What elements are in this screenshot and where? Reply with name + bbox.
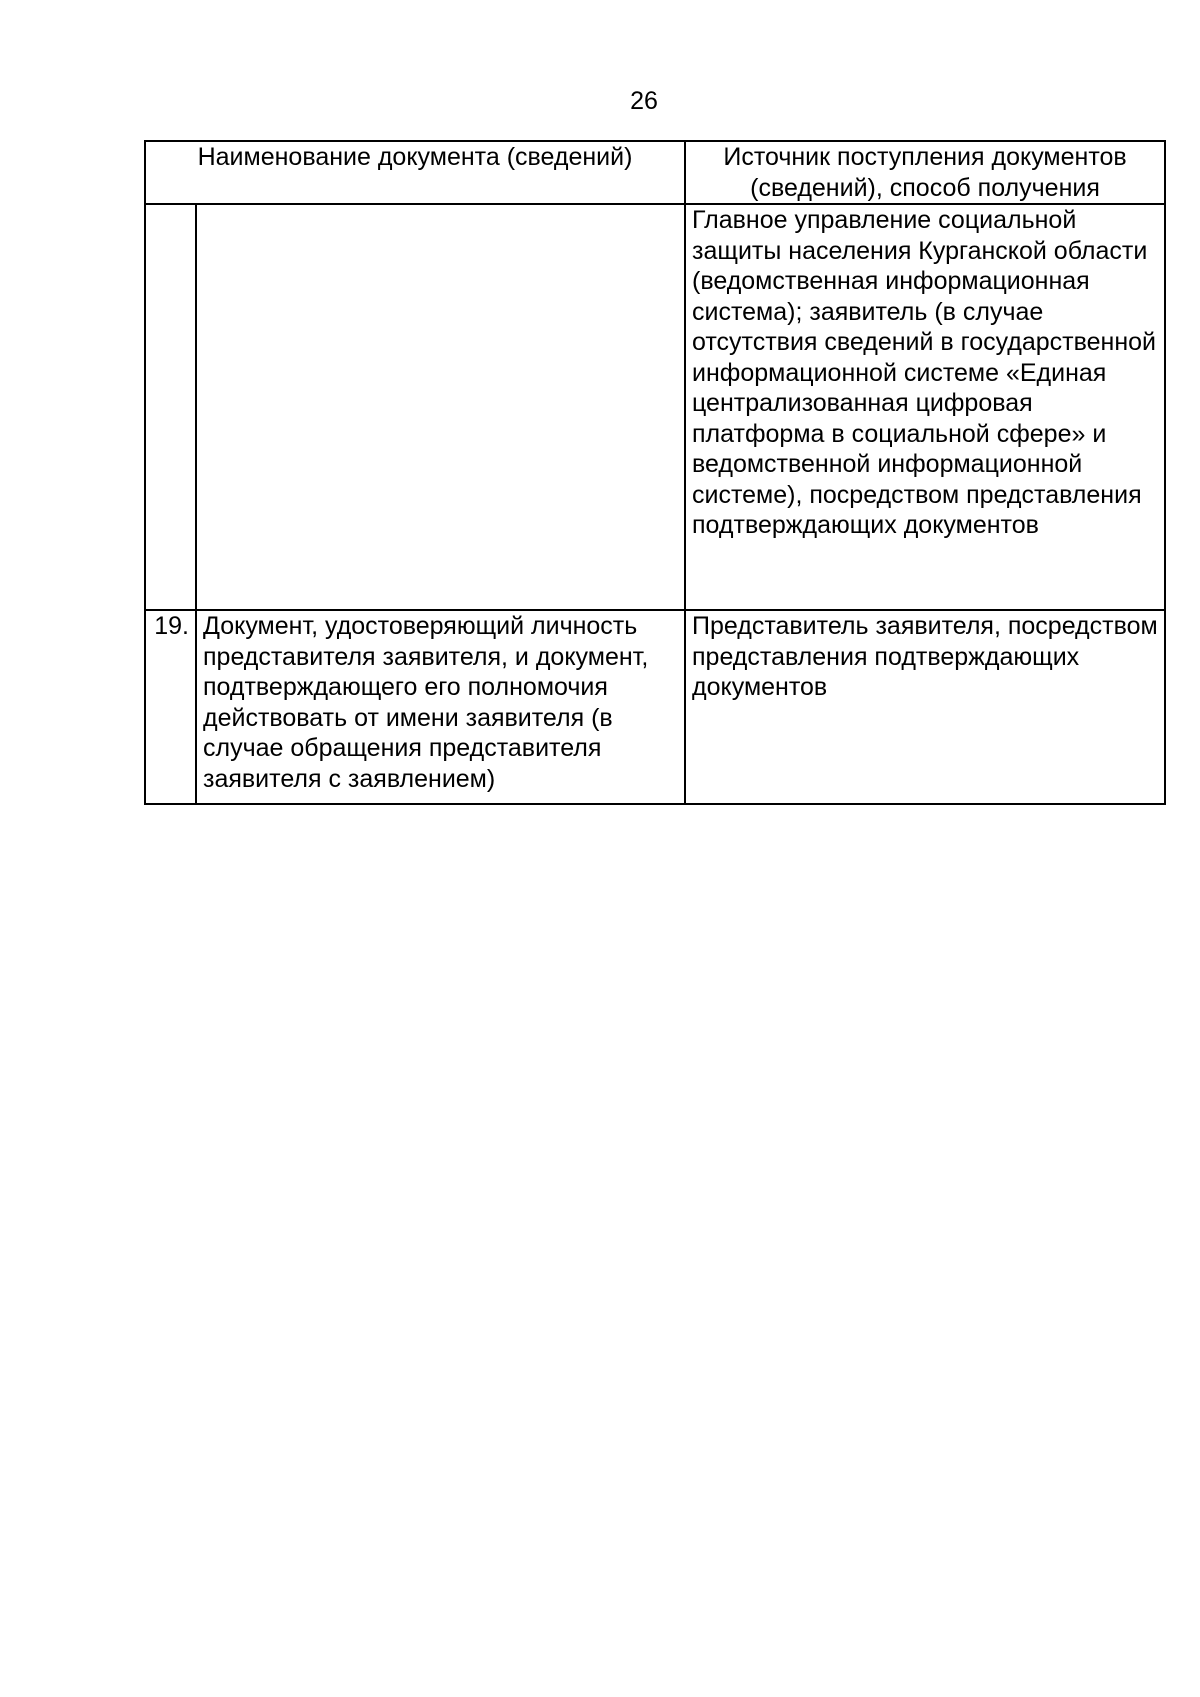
row-document-source: Представитель заявителя, посредством представления подтверждающих документов: [685, 610, 1165, 804]
table-row: [145, 610, 1165, 804]
page-number: 26: [630, 87, 658, 115]
header-document-name: Наименование документа (сведений): [145, 141, 685, 204]
table-row: [145, 204, 1165, 610]
row-document-source: Главное управление социальной защиты населения Курганской области (ведомственная информационная система); заявитель (в случае отсутствия сведений в государственной информационной системе «Единая централизованная цифровая платформа в социальной сфере» и ведомственной информационной системе), посредством представления подтверждающих документов: [685, 204, 1165, 610]
documents-table: [144, 140, 1166, 805]
row-document-name: [196, 204, 685, 610]
row-number: 19.: [145, 610, 196, 804]
row-document-name: Документ, удостоверяющий личность представителя заявителя, и документ, подтверждающего его полномочия действовать от имени заявителя (в случае обращения представителя заявителя с заявлением): [196, 610, 685, 804]
row-number: [145, 204, 196, 610]
header-document-source: Источник поступления документов (сведений), способ получения: [685, 141, 1165, 204]
table-header-row: [145, 141, 1165, 204]
